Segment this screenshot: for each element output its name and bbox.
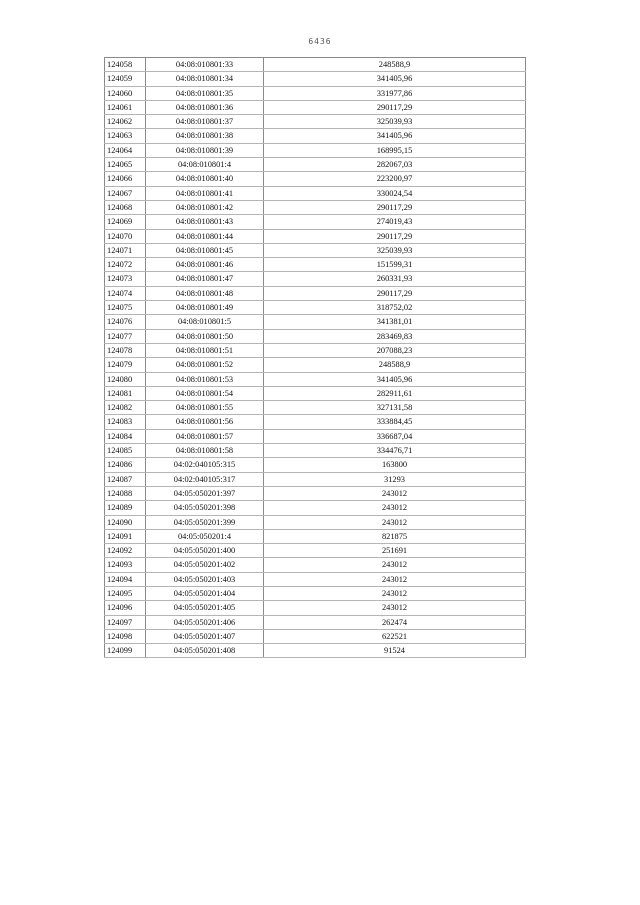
table-row	[105, 172, 526, 186]
cadastral-number-cell: 04:05:050201:404	[146, 586, 264, 600]
cadastral-number-cell: 04:08:010801:38	[146, 129, 264, 143]
row-id-cell: 124097	[105, 615, 146, 629]
cadastral-number-cell: 04:08:010801:5	[146, 315, 264, 329]
row-id-cell: 124066	[105, 172, 146, 186]
cadastral-number-cell: 04:05:050201:402	[146, 558, 264, 572]
table-row	[105, 100, 526, 114]
cadastral-number-cell: 04:08:010801:53	[146, 372, 264, 386]
cadastral-value-cell: 243012	[264, 558, 526, 572]
row-id-cell: 124058	[105, 58, 146, 72]
cadastral-number-cell: 04:08:010801:36	[146, 100, 264, 114]
table-row	[105, 544, 526, 558]
cadastral-number-cell: 04:05:050201:398	[146, 501, 264, 515]
cadastral-value-cell: 622521	[264, 629, 526, 643]
cadastral-number-cell: 04:05:050201:4	[146, 529, 264, 543]
cadastral-value-cell: 290117,29	[264, 286, 526, 300]
cadastral-number-cell: 04:08:010801:34	[146, 72, 264, 86]
table-row	[105, 129, 526, 143]
row-id-cell: 124095	[105, 586, 146, 600]
row-id-cell: 124090	[105, 515, 146, 529]
row-id-cell: 124087	[105, 472, 146, 486]
table-row	[105, 372, 526, 386]
cadastral-number-cell: 04:08:010801:50	[146, 329, 264, 343]
cadastral-value-cell: 334476,71	[264, 444, 526, 458]
row-id-cell: 124084	[105, 429, 146, 443]
row-id-cell: 124061	[105, 100, 146, 114]
table-body	[105, 58, 526, 658]
table-row	[105, 343, 526, 357]
row-id-cell: 124076	[105, 315, 146, 329]
row-id-cell: 124070	[105, 229, 146, 243]
table-row	[105, 601, 526, 615]
row-id-cell: 124060	[105, 86, 146, 100]
cadastral-number-cell: 04:08:010801:48	[146, 286, 264, 300]
table-row	[105, 615, 526, 629]
cadastral-number-cell: 04:05:050201:399	[146, 515, 264, 529]
cadastral-value-cell: 243012	[264, 572, 526, 586]
row-id-cell: 124073	[105, 272, 146, 286]
row-id-cell: 124085	[105, 444, 146, 458]
row-id-cell: 124063	[105, 129, 146, 143]
row-id-cell: 124092	[105, 544, 146, 558]
cadastral-number-cell: 04:05:050201:397	[146, 486, 264, 500]
cadastral-value-cell: 283469,83	[264, 329, 526, 343]
row-id-cell: 124068	[105, 200, 146, 214]
table-row	[105, 386, 526, 400]
row-id-cell: 124074	[105, 286, 146, 300]
cadastral-value-cell: 91524	[264, 644, 526, 658]
table-row	[105, 115, 526, 129]
table-row	[105, 529, 526, 543]
row-id-cell: 124080	[105, 372, 146, 386]
data-table	[104, 57, 526, 658]
table-row	[105, 515, 526, 529]
cadastral-number-cell: 04:08:010801:57	[146, 429, 264, 443]
row-id-cell: 124099	[105, 644, 146, 658]
row-id-cell: 124088	[105, 486, 146, 500]
cadastral-value-cell: 331977,86	[264, 86, 526, 100]
cadastral-value-cell: 290117,29	[264, 229, 526, 243]
row-id-cell: 124078	[105, 343, 146, 357]
table-row	[105, 401, 526, 415]
cadastral-value-cell: 223200,97	[264, 172, 526, 186]
cadastral-value-cell: 282911,61	[264, 386, 526, 400]
table-row	[105, 458, 526, 472]
cadastral-number-cell: 04:08:010801:56	[146, 415, 264, 429]
cadastral-number-cell: 04:08:010801:39	[146, 143, 264, 157]
cadastral-value-cell: 336687,04	[264, 429, 526, 443]
cadastral-value-cell: 290117,29	[264, 200, 526, 214]
cadastral-value-cell: 333884,45	[264, 415, 526, 429]
cadastral-value-cell: 274019,43	[264, 215, 526, 229]
row-id-cell: 124064	[105, 143, 146, 157]
table-row	[105, 229, 526, 243]
table-row	[105, 629, 526, 643]
cadastral-value-cell: 318752,02	[264, 301, 526, 315]
cadastral-number-cell: 04:08:010801:41	[146, 186, 264, 200]
row-id-cell: 124065	[105, 158, 146, 172]
cadastral-number-cell: 04:08:010801:47	[146, 272, 264, 286]
cadastral-number-cell: 04:05:050201:407	[146, 629, 264, 643]
table-row	[105, 586, 526, 600]
table-row	[105, 186, 526, 200]
table-row	[105, 86, 526, 100]
row-id-cell: 124081	[105, 386, 146, 400]
cadastral-value-cell: 262474	[264, 615, 526, 629]
cadastral-value-cell: 325039,93	[264, 115, 526, 129]
row-id-cell: 124094	[105, 572, 146, 586]
cadastral-number-cell: 04:08:010801:52	[146, 358, 264, 372]
cadastral-number-cell: 04:08:010801:49	[146, 301, 264, 315]
cadastral-number-cell: 04:05:050201:405	[146, 601, 264, 615]
table-row	[105, 501, 526, 515]
table-row	[105, 644, 526, 658]
cadastral-value-cell: 325039,93	[264, 243, 526, 257]
row-id-cell: 124096	[105, 601, 146, 615]
table-row	[105, 58, 526, 72]
cadastral-value-cell: 290117,29	[264, 100, 526, 114]
cadastral-value-cell: 341405,96	[264, 372, 526, 386]
cadastral-value-cell: 248588,9	[264, 358, 526, 372]
cadastral-value-cell: 251691	[264, 544, 526, 558]
cadastral-number-cell: 04:08:010801:54	[146, 386, 264, 400]
row-id-cell: 124067	[105, 186, 146, 200]
cadastral-number-cell: 04:08:010801:35	[146, 86, 264, 100]
cadastral-value-cell: 821875	[264, 529, 526, 543]
table-row	[105, 572, 526, 586]
row-id-cell: 124083	[105, 415, 146, 429]
row-id-cell: 124079	[105, 358, 146, 372]
table-row	[105, 72, 526, 86]
row-id-cell: 124062	[105, 115, 146, 129]
row-id-cell: 124082	[105, 401, 146, 415]
cadastral-value-cell: 341405,96	[264, 129, 526, 143]
cadastral-number-cell: 04:08:010801:45	[146, 243, 264, 257]
cadastral-number-cell: 04:08:010801:58	[146, 444, 264, 458]
table-row	[105, 315, 526, 329]
table-row	[105, 358, 526, 372]
table-row	[105, 215, 526, 229]
row-id-cell: 124059	[105, 72, 146, 86]
cadastral-number-cell: 04:05:050201:408	[146, 644, 264, 658]
cadastral-value-cell: 207088,23	[264, 343, 526, 357]
cadastral-value-cell: 243012	[264, 586, 526, 600]
cadastral-number-cell: 04:08:010801:4	[146, 158, 264, 172]
table-row	[105, 272, 526, 286]
cadastral-value-cell: 243012	[264, 515, 526, 529]
cadastral-value-cell: 31293	[264, 472, 526, 486]
row-id-cell: 124089	[105, 501, 146, 515]
cadastral-number-cell: 04:08:010801:42	[146, 200, 264, 214]
table-row	[105, 158, 526, 172]
row-id-cell: 124072	[105, 258, 146, 272]
table-row	[105, 415, 526, 429]
row-id-cell: 124086	[105, 458, 146, 472]
row-id-cell: 124069	[105, 215, 146, 229]
cadastral-value-cell: 243012	[264, 501, 526, 515]
cadastral-number-cell: 04:08:010801:37	[146, 115, 264, 129]
cadastral-value-cell: 243012	[264, 601, 526, 615]
cadastral-number-cell: 04:02:040105:315	[146, 458, 264, 472]
cadastral-number-cell: 04:05:050201:406	[146, 615, 264, 629]
table-row	[105, 444, 526, 458]
row-id-cell: 124077	[105, 329, 146, 343]
cadastral-value-cell: 243012	[264, 486, 526, 500]
table-row	[105, 472, 526, 486]
cadastral-number-cell: 04:08:010801:40	[146, 172, 264, 186]
cadastral-number-cell: 04:08:010801:51	[146, 343, 264, 357]
table-row	[105, 301, 526, 315]
table-row	[105, 486, 526, 500]
row-id-cell: 124075	[105, 301, 146, 315]
cadastral-number-cell: 04:05:050201:403	[146, 572, 264, 586]
cadastral-number-cell: 04:08:010801:44	[146, 229, 264, 243]
cadastral-number-cell: 04:08:010801:33	[146, 58, 264, 72]
table-row	[105, 258, 526, 272]
cadastral-value-cell: 163800	[264, 458, 526, 472]
row-id-cell: 124098	[105, 629, 146, 643]
table-row	[105, 143, 526, 157]
row-id-cell: 124093	[105, 558, 146, 572]
row-id-cell: 124071	[105, 243, 146, 257]
cadastral-number-cell: 04:08:010801:43	[146, 215, 264, 229]
page-number: 6436	[308, 37, 332, 46]
cadastral-number-cell: 04:08:010801:46	[146, 258, 264, 272]
row-id-cell: 124091	[105, 529, 146, 543]
table-row	[105, 329, 526, 343]
cadastral-value-cell: 341381,01	[264, 315, 526, 329]
table-row	[105, 558, 526, 572]
cadastral-value-cell: 151599,31	[264, 258, 526, 272]
table-row	[105, 243, 526, 257]
cadastral-value-cell: 260331,93	[264, 272, 526, 286]
cadastral-value-cell: 248588,9	[264, 58, 526, 72]
table-row	[105, 286, 526, 300]
cadastral-value-cell: 327131,58	[264, 401, 526, 415]
cadastral-value-cell: 282067,03	[264, 158, 526, 172]
cadastral-number-cell: 04:08:010801:55	[146, 401, 264, 415]
table-row	[105, 429, 526, 443]
cadastral-number-cell: 04:02:040105:317	[146, 472, 264, 486]
cadastral-value-cell: 168995,15	[264, 143, 526, 157]
cadastral-number-cell: 04:05:050201:400	[146, 544, 264, 558]
cadastral-value-cell: 341405,96	[264, 72, 526, 86]
cadastral-value-cell: 330024,54	[264, 186, 526, 200]
table-row	[105, 200, 526, 214]
